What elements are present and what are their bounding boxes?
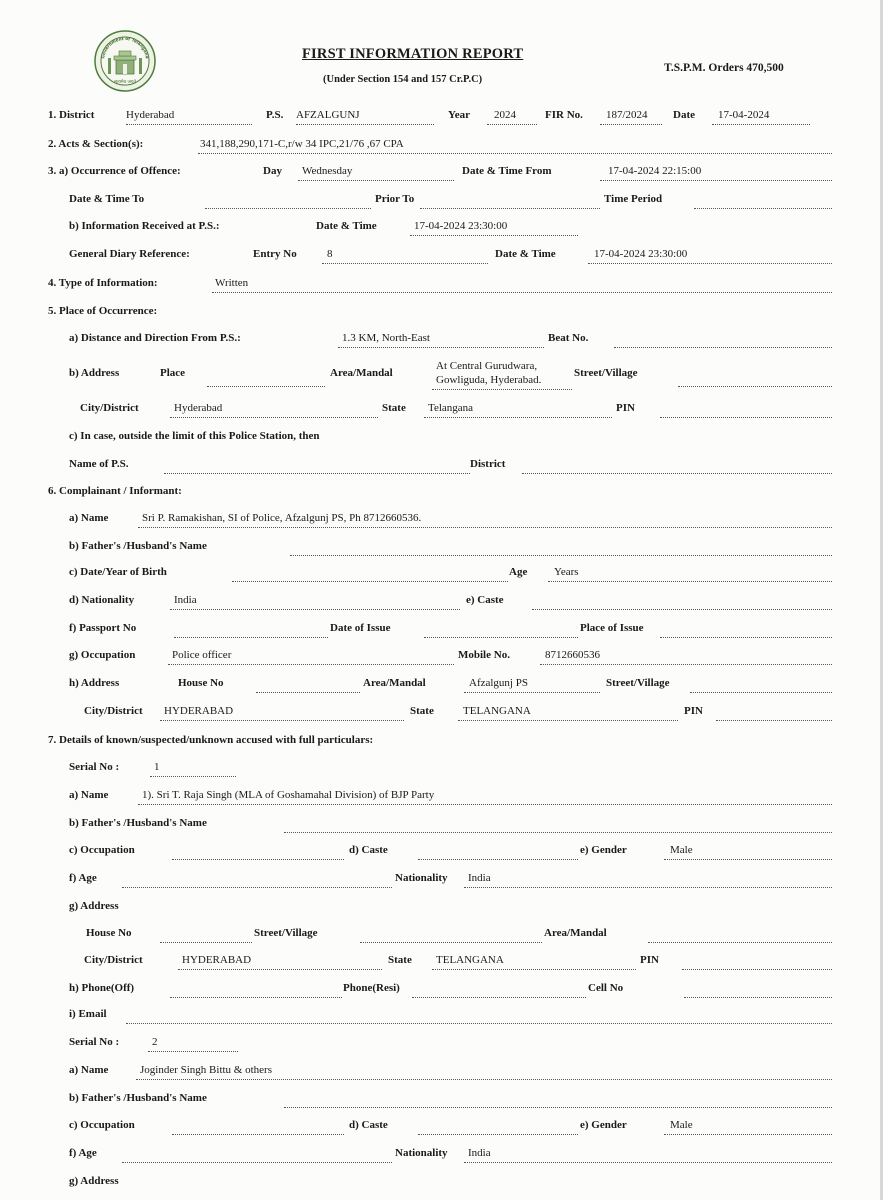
c-passport-line (174, 637, 328, 638)
c-occ-line (168, 664, 454, 665)
a1-state-value: TELANGANA (436, 954, 504, 966)
fir-line (600, 124, 662, 125)
s7-label: 7. Details of known/suspected/unknown accused with full particulars: (48, 734, 374, 746)
a1-house-label: House No (86, 927, 132, 939)
a2-nat-label: Nationality (395, 1147, 448, 1159)
a1-street-line (360, 942, 542, 943)
a1-serial-label: Serial No : (69, 761, 120, 773)
a2-age-line (122, 1162, 392, 1163)
a2-serial-line (148, 1051, 238, 1052)
c-age-label: Age (509, 566, 528, 578)
c-father-line (290, 555, 832, 556)
a1-email-label: i) Email (69, 1008, 107, 1020)
to-line (205, 208, 371, 209)
a1-serial-value: 1 (154, 761, 160, 773)
c-pin-line (716, 720, 832, 721)
c-issue-line (424, 637, 578, 638)
a2-caste-line (418, 1134, 578, 1135)
gd-dt-label: Date & Time (495, 248, 556, 260)
fir-value: 187/2024 (606, 109, 648, 121)
ps-label: P.S. (266, 109, 284, 121)
a2-occ-label: c) Occupation (69, 1119, 135, 1131)
a1-city-label: City/District (84, 954, 143, 966)
c-state-line (458, 720, 678, 721)
ps-line (296, 124, 434, 125)
a1-gender-label: e) Gender (580, 844, 627, 856)
c-street-label: Street/Village (606, 677, 670, 689)
a1-state-label: State (388, 954, 412, 966)
c-pin-label: PIN (684, 705, 703, 717)
s3-label: 3. a) Occurrence of Offence: (48, 165, 181, 177)
a2-gender-value: Male (670, 1119, 693, 1131)
pin-line (660, 417, 832, 418)
a1-pin-label: PIN (640, 954, 659, 966)
recv-dt-value: 17-04-2024 23:30:00 (414, 220, 508, 232)
c-area-line (464, 692, 600, 693)
entry-line (322, 263, 488, 264)
orders-reference: T.S.P.M. Orders 470,500 (664, 62, 784, 74)
a1-pin-line (682, 969, 832, 970)
prior-label: Prior To (375, 193, 415, 205)
recv-label: b) Information Received at P.S.: (69, 220, 220, 232)
c-father-label: b) Father's /Husband's Name (69, 540, 207, 552)
district-value: Hyderabad (126, 109, 175, 121)
dist-value: 1.3 KM, North-East (342, 332, 430, 344)
outside-label: c) In case, outside the limit of this Police Station, then (69, 430, 320, 442)
a1-age-line (122, 887, 392, 888)
a1-phone-off-line (170, 997, 342, 998)
c-nat-line (170, 609, 460, 610)
ps-name-line (164, 473, 470, 474)
a1-occ-label: c) Occupation (69, 844, 135, 856)
a2-addr-label: g) Address (69, 1175, 119, 1187)
area-label: Area/Mandal (330, 367, 393, 379)
gd-dt-line (588, 263, 832, 264)
prior-line (420, 208, 600, 209)
c-house-label: House No (178, 677, 224, 689)
c-place-issue-label: Place of Issue (580, 622, 644, 634)
acts-line (198, 153, 832, 154)
a1-street-label: Street/Village (254, 927, 318, 939)
area-line (432, 389, 572, 390)
c-name-line (138, 527, 832, 528)
day-line (298, 180, 454, 181)
year-line (487, 124, 537, 125)
a1-phone-off-label: h) Phone(Off) (69, 982, 135, 994)
s6-label: 6. Complainant / Informant: (48, 485, 182, 497)
c-issue-label: Date of Issue (330, 622, 391, 634)
year-label: Year (448, 109, 470, 121)
a1-phone-resi-label: Phone(Resi) (343, 982, 400, 994)
c-place-issue-line (660, 637, 832, 638)
svg-text:सत्यमेव जयते: सत्यमेव जयते (113, 80, 137, 85)
dist-line (338, 347, 544, 348)
district-label: District (470, 458, 506, 470)
c-dob-label: c) Date/Year of Birth (69, 566, 167, 578)
a1-nat-line (464, 887, 832, 888)
pin-label: PIN (616, 402, 635, 414)
c-passport-label: f) Passport No (69, 622, 137, 634)
a1-father-line (284, 832, 832, 833)
state-line (424, 417, 612, 418)
c-name-value: Sri P. Ramakishan, SI of Police, Afzalgunj PS, Ph 8712660536. (142, 512, 422, 524)
c-caste-label: e) Caste (466, 594, 504, 606)
dist-label: a) Distance and Direction From P.S.: (69, 332, 241, 344)
document-title: FIRST INFORMATION REPORT (302, 46, 524, 62)
a2-caste-label: d) Caste (349, 1119, 388, 1131)
day-value: Wednesday (302, 165, 353, 177)
city-label: City/District (80, 402, 139, 414)
a2-nat-line (464, 1162, 832, 1163)
a1-caste-line (418, 859, 578, 860)
a2-name-line (136, 1079, 832, 1080)
a2-nat-value: India (468, 1147, 491, 1159)
ps-value: AFZALGUNJ (296, 109, 360, 121)
a1-state-line (432, 969, 636, 970)
date-value: 17-04-2024 (718, 109, 770, 121)
c-house-line (256, 692, 360, 693)
state-label: State (382, 402, 406, 414)
info-type-value: Written (215, 277, 249, 289)
date-label: Date (673, 109, 695, 121)
street-label: Street/Village (574, 367, 638, 379)
a1-city-value: HYDERABAD (182, 954, 252, 966)
c-mobile-line (540, 664, 832, 665)
a1-nat-label: Nationality (395, 872, 448, 884)
gd-label: General Diary Reference: (69, 248, 190, 260)
beat-label: Beat No. (548, 332, 589, 344)
c-city-value: HYDERABAD (164, 705, 234, 717)
a2-serial-value: 2 (152, 1036, 158, 1048)
a1-phone-resi-line (412, 997, 586, 998)
a1-email-line (126, 1023, 832, 1024)
a1-city-line (178, 969, 382, 970)
c-mobile-value: 8712660536 (545, 649, 600, 661)
c-nat-value: India (174, 594, 197, 606)
district2-line (522, 473, 832, 474)
a1-cell-line (684, 997, 832, 998)
entry-value: 8 (327, 248, 333, 260)
state-value: Telangana (428, 402, 474, 414)
c-state-value: TELANGANA (463, 705, 531, 717)
street-line (678, 386, 832, 387)
a1-caste-label: d) Caste (349, 844, 388, 856)
a1-serial-line (150, 776, 236, 777)
s4-label: 4. Type of Information: (48, 277, 158, 289)
a1-house-line (160, 942, 252, 943)
to-label: Date & Time To (69, 193, 145, 205)
gd-dt-value: 17-04-2024 23:30:00 (594, 248, 688, 260)
place-label: Place (160, 367, 186, 379)
addr-label: b) Address (69, 367, 120, 379)
area-line1: At Central Gurudwara, (436, 360, 538, 372)
c-street-line (690, 692, 832, 693)
a1-occ-line (172, 859, 344, 860)
from-line (600, 180, 832, 181)
a1-name-value: 1). Sri T. Raja Singh (MLA of Goshamahal Division) of BJP Party (142, 789, 435, 801)
city-value: Hyderabad (174, 402, 223, 414)
a2-serial-label: Serial No : (69, 1036, 120, 1048)
c-name-label: a) Name (69, 512, 109, 524)
a2-father-label: b) Father's /Husband's Name (69, 1092, 207, 1104)
fir-label: FIR No. (545, 109, 583, 121)
telangana-emblem-icon (94, 30, 156, 92)
c-addr-label: h) Address (69, 677, 120, 689)
c-mobile-label: Mobile No. (458, 649, 510, 661)
a1-gender-value: Male (670, 844, 693, 856)
c-area-value: Afzalgunj PS (469, 677, 528, 689)
day-label: Day (263, 165, 282, 177)
a1-nat-value: India (468, 872, 491, 884)
c-area-label: Area/Mandal (363, 677, 426, 689)
place-line (207, 386, 325, 387)
info-type-line (212, 292, 832, 293)
a2-gender-label: e) Gender (580, 1119, 627, 1131)
s5-label: 5. Place of Occurrence: (48, 305, 158, 317)
c-caste-line (532, 609, 832, 610)
a2-age-label: f) Age (69, 1147, 97, 1159)
s1-label: 1. District (48, 109, 95, 121)
period-line (694, 208, 832, 209)
from-label: Date & Time From (462, 165, 552, 177)
c-age-value: Years (554, 566, 579, 578)
period-label: Time Period (604, 193, 663, 205)
s2-label: 2. Acts & Section(s): (48, 138, 144, 150)
c-city-label: City/District (84, 705, 143, 717)
c-occ-value: Police officer (172, 649, 232, 661)
a1-name-line (138, 804, 832, 805)
c-dob-line (232, 581, 508, 582)
a2-occ-line (172, 1134, 344, 1135)
acts-value: 341,188,290,171-C,r/w 34 IPC,21/76 ,67 CPA (200, 138, 404, 150)
from-value: 17-04-2024 22:15:00 (608, 165, 702, 177)
ps-name-label: Name of P.S. (69, 458, 129, 470)
a1-gender-line (664, 859, 832, 860)
year-value: 2024 (494, 109, 516, 121)
a2-name-value: Joginder Singh Bittu & others (140, 1064, 272, 1076)
c-city-line (160, 720, 404, 721)
recv-dt-label: Date & Time (316, 220, 377, 232)
c-occ-label: g) Occupation (69, 649, 136, 661)
a1-age-label: f) Age (69, 872, 97, 884)
a2-name-label: a) Name (69, 1064, 109, 1076)
a1-area-line (648, 942, 832, 943)
area-line2: Gowliguda, Hyderabad. (436, 374, 542, 386)
district-line (126, 124, 252, 125)
a1-cell-label: Cell No (588, 982, 624, 994)
city-line (170, 417, 378, 418)
date-line (712, 124, 810, 125)
c-age-line (548, 581, 832, 582)
c-nat-label: d) Nationality (69, 594, 135, 606)
svg-text:Government of Telangana: Government of Telangana (100, 35, 150, 59)
entry-label: Entry No (253, 248, 297, 260)
a1-addr-label: g) Address (69, 900, 119, 912)
a2-father-line (284, 1107, 832, 1108)
a1-name-label: a) Name (69, 789, 109, 801)
c-state-label: State (410, 705, 434, 717)
document-subtitle: (Under Section 154 and 157 Cr.P.C) (323, 74, 483, 85)
beat-line (614, 347, 832, 348)
recv-dt-line (410, 235, 578, 236)
a1-area-label: Area/Mandal (544, 927, 607, 939)
a1-father-label: b) Father's /Husband's Name (69, 817, 207, 829)
a2-gender-line (664, 1134, 832, 1135)
